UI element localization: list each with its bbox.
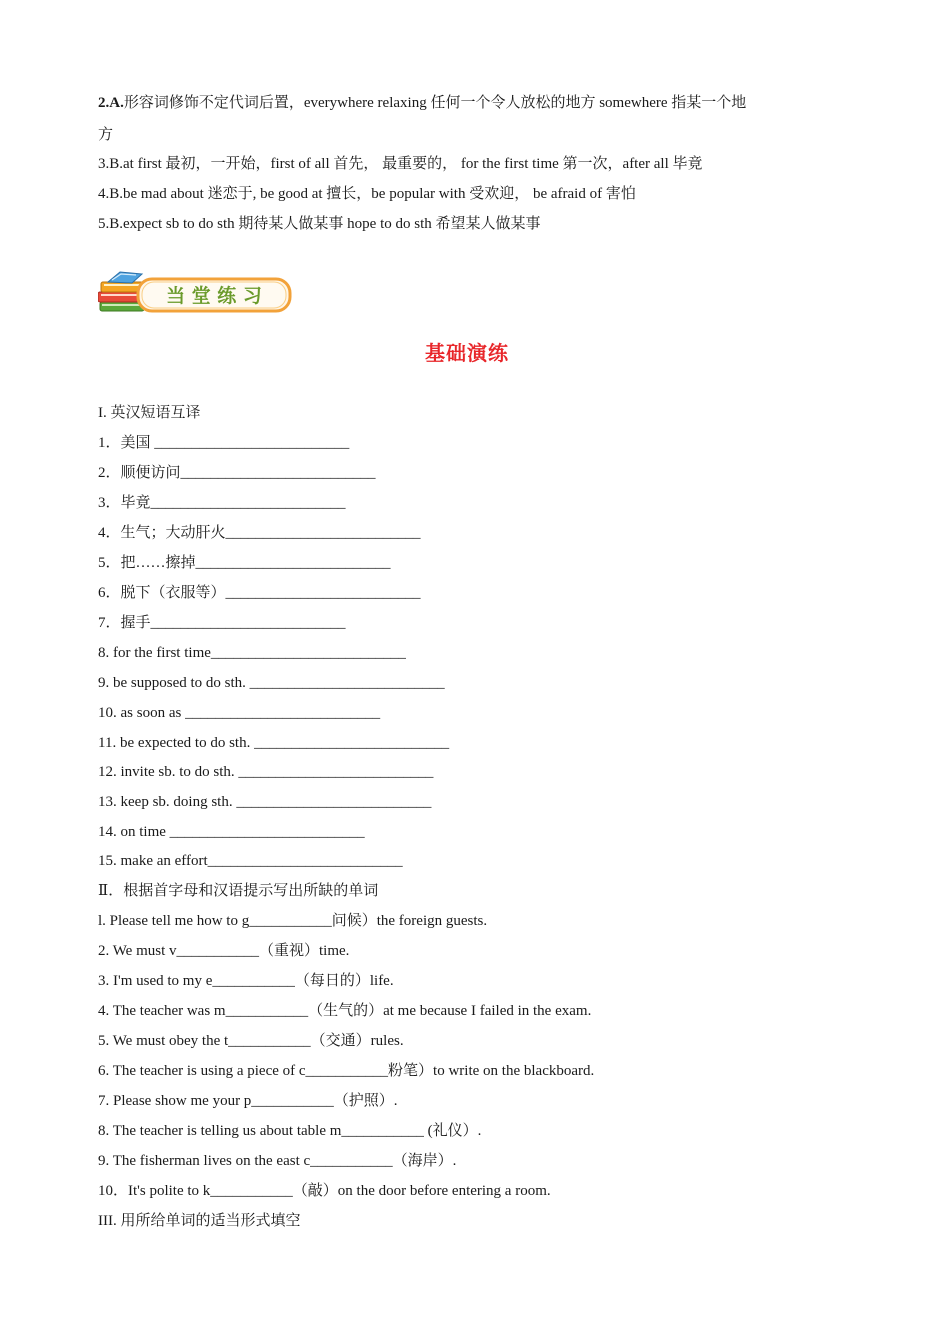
answer-text: 形容词修饰不定代词后置，everywhere relaxing 任何一个令人放松的地方 somewhere 指某一个地	[123, 95, 747, 111]
part1-item: 1．美国 __________________________	[98, 435, 350, 451]
part2-item: 3. I'm used to my e___________（每日的）life.	[98, 973, 394, 989]
banner-label: 当 堂 练 习	[166, 285, 262, 307]
part2-item: 5. We must obey the t___________（交通）rules.	[98, 1033, 404, 1049]
part2-item: 2. We must v___________（重视）time.	[98, 943, 350, 959]
part1-item: 12. invite sb. to do sth. __________________________	[98, 764, 434, 780]
part2-item: 6. The teacher is using a piece of c___________粉笔）to write on the blackboard.	[98, 1063, 595, 1079]
part2-item: 9. The fisherman lives on the east c___________（海岸）.	[98, 1153, 457, 1169]
practice-banner	[98, 268, 294, 320]
answer-line-2	[98, 93, 746, 113]
part2-item: 10．It's polite to k___________（敲）on the door before entering a room.	[98, 1183, 551, 1199]
part2-item: 8. The teacher is telling us about table m___________ (礼仪）.	[98, 1123, 482, 1139]
part1-item: 2．顺便访问__________________________	[98, 465, 376, 481]
answer-line-4: 4.B.be mad about 迷恋于, be good at 擅长，be popular with 受欢迎， be afraid of 害怕	[98, 186, 636, 202]
part1-item: 6．脱下（衣服等）__________________________	[98, 585, 421, 601]
part1-item: 10. as soon as __________________________	[98, 705, 381, 721]
part1-item: 7．握手__________________________	[98, 615, 346, 631]
answer-line-3: 3.B.at first 最初，一开始，first of all 首先， 最重要的， for the first time 第一次，after all 毕竟	[98, 156, 703, 172]
part1-heading: I. 英汉短语互译	[98, 405, 201, 421]
part1-item: 14. on time __________________________	[98, 824, 365, 840]
part1-item: 9. be supposed to do sth. __________________________	[98, 675, 445, 691]
part1-item: 13. keep sb. doing sth. __________________________	[98, 794, 432, 810]
part1-item: 15. make an effort__________________________	[98, 853, 403, 869]
part1-item: 4．生气；大动肝火__________________________	[98, 525, 421, 541]
part1-item: 8. for the first time__________________________	[98, 645, 406, 661]
answer-line-2-cont: 方	[98, 127, 114, 143]
answer-number: 2.A.	[98, 95, 124, 111]
part3-heading: III. 用所给单词的适当形式填空	[98, 1213, 301, 1229]
part2-item: 7. Please show me your p___________（护照）.	[98, 1093, 398, 1109]
part2-item: l. Please tell me how to g___________问候）the foreign guests.	[98, 913, 488, 929]
books-icon	[98, 268, 294, 320]
part2-item: 4. The teacher was m___________（生气的）at me because I failed in the exam.	[98, 1003, 592, 1019]
part1-item: 11. be expected to do sth. __________________________	[98, 735, 450, 751]
part1-item: 5．把……擦掉__________________________	[98, 555, 391, 571]
part2-heading: Ⅱ．根据首字母和汉语提示写出所缺的单词	[98, 883, 379, 899]
section-title: 基础演练	[425, 341, 509, 365]
part1-item: 3．毕竟__________________________	[98, 495, 346, 511]
answer-line-5: 5.B.expect sb to do sth 期待某人做某事 hope to do sth 希望某人做某事	[98, 216, 541, 232]
